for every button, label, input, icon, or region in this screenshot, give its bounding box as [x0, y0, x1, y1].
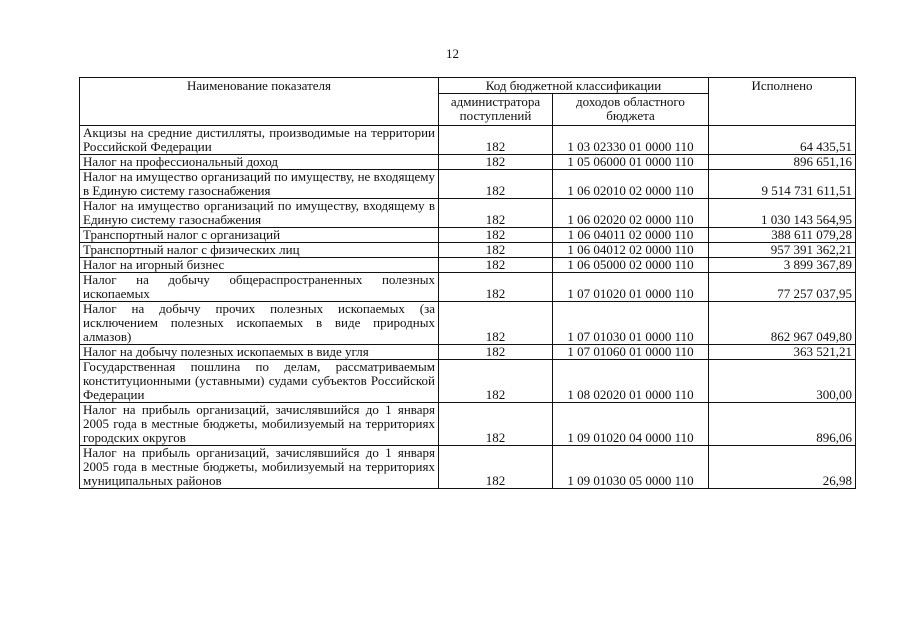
- table-row: [80, 228, 856, 243]
- row-admin: 182: [439, 345, 553, 360]
- row-code: 1 06 05000 02 0000 110: [553, 258, 709, 273]
- table-row: [80, 302, 856, 345]
- row-name: Налог на имущество организаций по имуществу, входящему в Единую систему газоснабжения: [80, 199, 439, 228]
- table-row: [80, 345, 856, 360]
- row-admin: 182: [439, 126, 553, 155]
- row-done: 388 611 079,28: [709, 228, 856, 243]
- row-done: 64 435,51: [709, 126, 856, 155]
- header-code-group: Код бюджетной классификации: [439, 78, 709, 94]
- row-done: 957 391 362,21: [709, 243, 856, 258]
- row-name: Налог на добычу прочих полезных ископаемых (за исключением полезных ископаемых в виде природных алмазов): [80, 302, 439, 345]
- row-code: 1 08 02020 01 0000 110: [553, 360, 709, 403]
- row-done: 77 257 037,95: [709, 273, 856, 302]
- row-admin: 182: [439, 403, 553, 446]
- header-income: доходов областного бюджета: [553, 94, 709, 126]
- row-code: 1 09 01020 04 0000 110: [553, 403, 709, 446]
- table-row: [80, 243, 856, 258]
- row-admin: 182: [439, 360, 553, 403]
- table-row: [80, 199, 856, 228]
- row-admin: 182: [439, 199, 553, 228]
- table-header: [80, 78, 856, 126]
- row-admin: 182: [439, 302, 553, 345]
- header-done: Исполнено: [709, 78, 856, 126]
- row-name: Налог на имущество организаций по имуществу, не входящему в Единую систему газоснабжения: [80, 170, 439, 199]
- table-row: [80, 360, 856, 403]
- table-row: [80, 403, 856, 446]
- page-number: 12: [446, 46, 459, 61]
- row-done: 896 651,16: [709, 155, 856, 170]
- row-code: 1 06 02020 02 0000 110: [553, 199, 709, 228]
- header-name: Наименование показателя: [80, 78, 439, 126]
- table-row: [80, 170, 856, 199]
- row-name: Налог на добычу полезных ископаемых в виде угля: [80, 345, 439, 360]
- row-admin: 182: [439, 243, 553, 258]
- row-admin: 182: [439, 170, 553, 199]
- table-row: [80, 155, 856, 170]
- row-code: 1 06 02010 02 0000 110: [553, 170, 709, 199]
- row-name: Налог на прибыль организаций, зачислявшийся до 1 января 2005 года в местные бюджеты, мобилизуемый на территориях городских округов: [80, 403, 439, 446]
- row-code: 1 07 01020 01 0000 110: [553, 273, 709, 302]
- row-done: 26,98: [709, 446, 856, 489]
- row-done: 1 030 143 564,95: [709, 199, 856, 228]
- row-admin: 182: [439, 446, 553, 489]
- row-code: 1 06 04011 02 0000 110: [553, 228, 709, 243]
- row-name: Транспортный налог с физических лиц: [80, 243, 439, 258]
- row-name: Налог на профессиональный доход: [80, 155, 439, 170]
- row-admin: 182: [439, 155, 553, 170]
- row-code: 1 06 04012 02 0000 110: [553, 243, 709, 258]
- row-admin: 182: [439, 273, 553, 302]
- row-code: 1 09 01030 05 0000 110: [553, 446, 709, 489]
- table-row: [80, 258, 856, 273]
- row-done: 363 521,21: [709, 345, 856, 360]
- header-admin: администратора поступлений: [439, 94, 553, 126]
- row-name: Акцизы на средние дистилляты, производимые на территории Российской Федерации: [80, 126, 439, 155]
- row-done: 862 967 049,80: [709, 302, 856, 345]
- row-code: 1 05 06000 01 0000 110: [553, 155, 709, 170]
- row-code: 1 07 01060 01 0000 110: [553, 345, 709, 360]
- table-row: [80, 126, 856, 155]
- table-body: [80, 126, 856, 489]
- budget-revenue-table: [79, 77, 856, 489]
- row-done: 3 899 367,89: [709, 258, 856, 273]
- row-admin: 182: [439, 258, 553, 273]
- row-done: 9 514 731 611,51: [709, 170, 856, 199]
- table-row: [80, 446, 856, 489]
- row-name: Государственная пошлина по делам, рассматриваемым конституционными (уставными) судами субъектов Российской Федерации: [80, 360, 439, 403]
- row-name: Налог на добычу общераспространенных полезных ископаемых: [80, 273, 439, 302]
- row-name: Налог на игорный бизнес: [80, 258, 439, 273]
- row-done: 896,06: [709, 403, 856, 446]
- row-name: Транспортный налог с организаций: [80, 228, 439, 243]
- row-done: 300,00: [709, 360, 856, 403]
- row-code: 1 03 02330 01 0000 110: [553, 126, 709, 155]
- row-admin: 182: [439, 228, 553, 243]
- table-row: [80, 273, 856, 302]
- row-name: Налог на прибыль организаций, зачислявшийся до 1 января 2005 года в местные бюджеты, мобилизуемый на территориях муниципальных районов: [80, 446, 439, 489]
- row-code: 1 07 01030 01 0000 110: [553, 302, 709, 345]
